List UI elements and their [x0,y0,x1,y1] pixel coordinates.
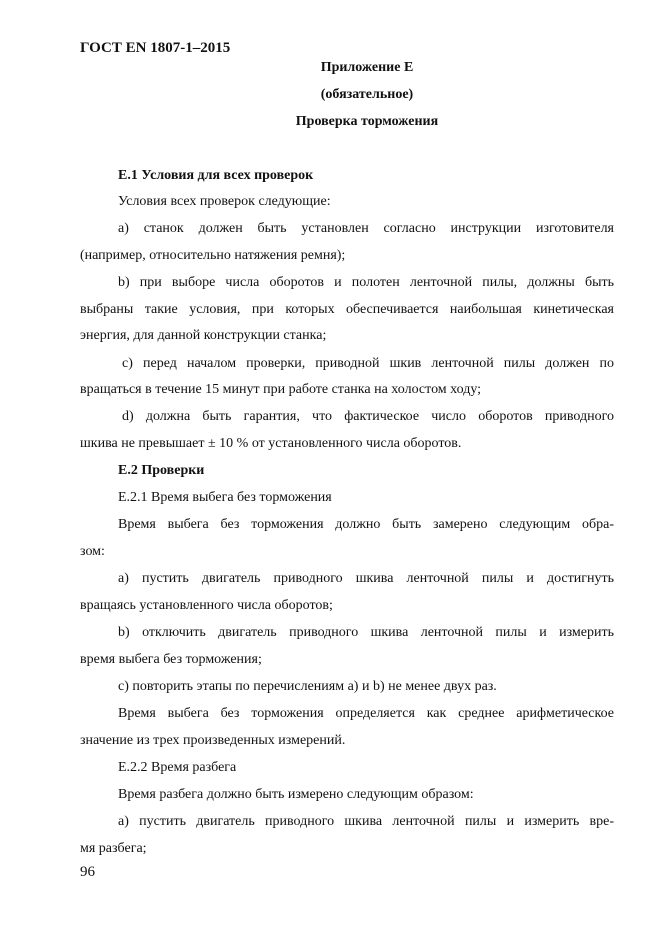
paragraph-line: зом: [80,544,105,559]
list-item-line: с) повторить этапы по перечислениям а) и b) не менее двух раз. [118,679,497,694]
paragraph-line: шкива не превышает ± 10 % от установленного числа оборотов. [80,436,462,451]
section-heading: Е.1 Условия для всех проверок [118,168,314,183]
paragraph-line: энергия, для данной конструкции станка; [80,328,327,343]
list-item-line: b) при выборе числа оборотов и полотен ленточной пилы, должны быть [118,275,614,290]
paragraph-line: Время выбега без торможения определяется как среднее арифметическое [118,706,614,721]
paragraph-line: Условия всех проверок следующие: [118,194,331,209]
annex-status: (обязательное) [320,87,414,102]
paragraph-line: мя разбега; [80,841,147,856]
paragraph-line: вращаться в течение 15 минут при работе станка на холостом ходу; [80,382,482,397]
paragraph-line: Время выбега без торможения должно быть замерено следующим обра- [118,517,614,532]
paragraph-line: (например, относительно натяжения ремня); [80,248,346,263]
section-heading: Е.2 Проверки [118,463,205,478]
list-item-line: а) пустить двигатель приводного шкива ленточной пилы и достигнуть [118,571,614,586]
list-item-line: с) перед началом проверки, приводной шкив ленточной пилы должен по [122,356,614,371]
list-item-line: а) станок должен быть установлен согласно инструкции изготовителя [118,221,614,236]
subsection-heading: Е.2.2 Время разбега [118,760,237,775]
paragraph-line: значение из трех произведенных измерений. [80,733,346,748]
page-number: 96 [80,864,95,880]
list-item-line: b) отключить двигатель приводного шкива ленточной пилы и измерить [118,625,614,640]
paragraph-line: вращаясь установленного числа оборотов; [80,598,333,613]
annex-title: Приложение Е [320,60,414,75]
list-item-line: d) должна быть гарантия, что фактическое число оборотов приводного [122,409,614,424]
annex-name: Проверка торможения [295,114,439,129]
paragraph-line: Время разбега должно быть измерено следующим образом: [118,787,474,802]
paragraph-line: выбраны такие условия, при которых обеспечивается наибольшая кинетическая [80,302,614,317]
list-item-line: а) пустить двигатель приводного шкива ленточной пилы и измерить вре- [118,814,614,829]
paragraph-line: время выбега без торможения; [80,652,262,667]
document-header: ГОСТ EN 1807-1–2015 [80,40,231,56]
subsection-heading: Е.2.1 Время выбега без торможения [118,490,332,505]
